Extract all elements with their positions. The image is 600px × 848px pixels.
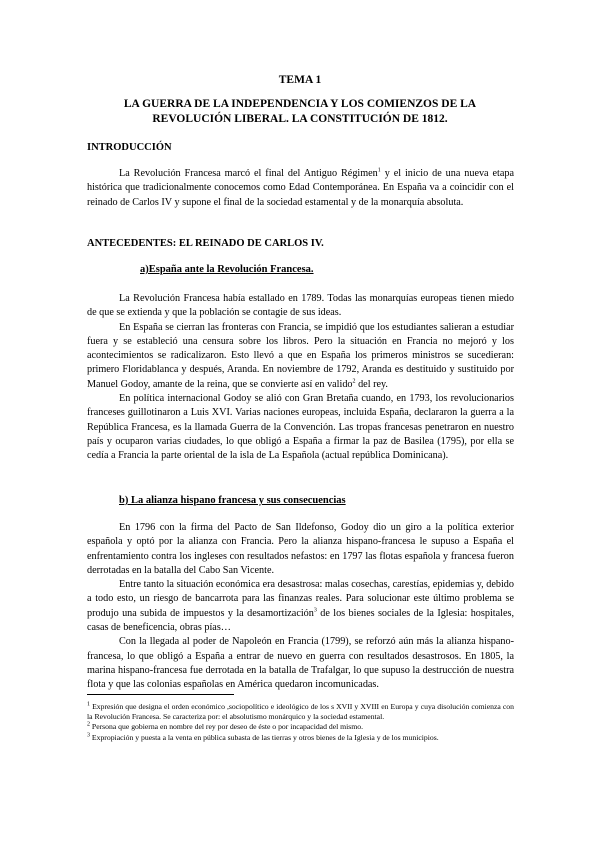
intro-heading: INTRODUCCIÓN [87,142,172,153]
footnote-3: $^3$ Expropiación y puesta a la venta en pública subasta de las tierras y otros bienes de la Iglesia y de los municipios. [87,732,439,742]
paragraph-a2: En España se cierran las fronteras con Francia, se impidió que los estudiantes salieran a estudiar fuera y se estableció una censura sobre los libros. Pero la situación en Francia no mejoró y los acontecimientos se radicalizaron. Esto llevó a que en España los primeros ministros se sucedieran: primero Floridablanca y después, Aranda. En noviembre de 1792, Aranda es destituido y sustituido por Manuel Godoy, amante de la reina, que se convierte así en valido$^2$ del rey. [87,321,514,390]
footnote-ref-2: 2 [352,378,356,385]
footnote-ref-1: 1 [377,167,381,174]
intro-section [87,167,514,210]
section-a-body [87,292,514,464]
intro-paragraph: La Revolución Francesa marcó el final del Antiguo Régimen$^1$ y el inicio de una nueva etapa histórica que tradicionalmente conocemos como Edad Contemporánea. En España va a coincidir con el reinado de Carlos IV y supone el final de la sociedad estamental y de la monarquía absoluta. [87,167,514,208]
footnote-1: $^1$ Expresión que designa el orden económico ,sociopolítico e ideológico de los s XVII y XVIII en Europa y cuya disolución comienza con la Revolución Francesa. Se caracteriza por: el absolutismo monárquico y la sociedad estamental. [87,701,514,722]
title-line-1: LA GUERRA DE LA INDEPENDENCIA Y LOS COMIENZOS DE LA [123,98,477,110]
section-b-body [87,521,514,693]
paragraph-a3: En política internacional Godoy se alió con Gran Bretaña cuando, en 1793, los revolucionarios franceses guillotinaron a Luis XVI. Varias naciones europeas, incluida España, declararon la guerra a la República Francesa, es la llamada Guerra de la Convención. Las tropas francesas penetraron en nuestro país y ocuparon varias ciudades, lo que obligó a España a firmar la paz de Basilea (1795), por ella se cedía a Francia la parte oriental de la isla de La Española (actual república Dominicana). [87,393,514,462]
footnotes [87,702,514,743]
paragraph-a1: La Revolución Francesa había estallado en 1789. Todas las monarquías europeas tienen miedo de que se extienda y que la población se contagie de sus ideas. [87,293,514,319]
paragraph-b3: Con la llegada al poder de Napoleón en Francia (1799), se reforzó aún más la alianza hispano-francesa, lo que obligó a España a entrar de nuevo en guerra con resultados desastrosos. En 1805, la marina hispano-francesa fue derrotada en la batalla de Trafalgar, lo que supuso la destrucción de nuestra flota y que las colonias españolas en América quedaron incomunicadas. [87,636,514,691]
paragraph-b2: Entre tanto la situación económica era desastrosa: malas cosechas, carestías, epidemias y, debido a todo esto, un riesgo de bancarrota para las finanzas reales. Para solucionar este último problema se produjo una subida de impuestos y la desamortización$^3$ de los bienes sociales de la Iglesia: hospitales, casas de beneficencia, obras pías… [87,579,514,634]
footnote-ref-3: 3 [313,607,317,614]
antecedentes-heading: ANTECEDENTES: EL REINADO DE CARLOS IV. [87,238,324,249]
paragraph-b1: En 1796 con la firma del Pacto de San Ildefonso, Godoy dio un giro a la política exterior española y optó por la alianza con Francia. Pero la alianza hispano-francesa le supuso a España el enfrentamiento contra los ingleses con resultados nefastos: en 1797 las flotas española y francesa fueron derrotadas en la batalla del Cabo San Vicente. [87,522,514,576]
subheading-a: a)España ante la Revolución Francesa. [140,264,314,275]
title-line-2: REVOLUCIÓN LIBERAL. LA CONSTITUCIÓN DE 1812. [152,113,448,125]
footnote-2: $^2$ Persona que gobierna en nombre del rey por deseo de éste o por incapacidad del mismo. [87,721,364,732]
tema-label: TEMA 1 [278,74,322,86]
footnote-divider [87,694,234,695]
document-title [60,97,540,127]
subheading-b: b) La alianza hispano francesa y sus consecuencias [119,495,346,506]
